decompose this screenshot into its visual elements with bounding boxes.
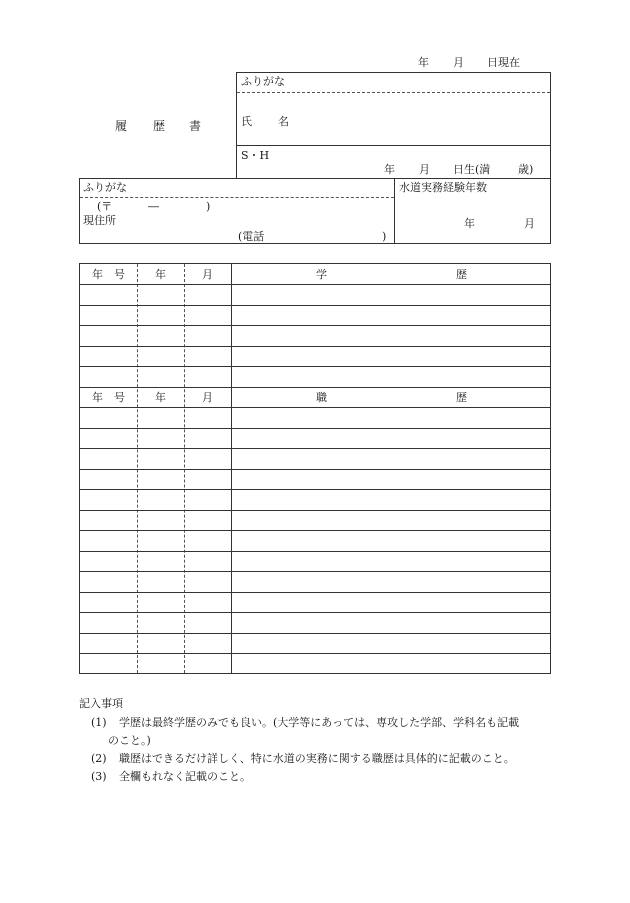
note-3-number: (3) <box>91 770 107 783</box>
table-row <box>80 325 550 326</box>
date-year-label: 年 <box>418 56 429 69</box>
name-field[interactable] <box>245 98 545 140</box>
address-furigana-divider <box>80 197 394 198</box>
birth-year-label: 年 <box>384 163 395 176</box>
table-row <box>80 387 550 388</box>
table-row <box>80 530 550 531</box>
notes-heading: 記入事項 <box>79 697 123 710</box>
table-row <box>80 653 550 654</box>
note-3-text: 全欄もれなく記載のこと。 <box>119 770 251 783</box>
note-2-number: (2) <box>91 752 107 765</box>
experience-label: 水道実務経験年数 <box>399 181 487 194</box>
name-furigana-label: ふりがな <box>241 75 285 88</box>
table-row <box>80 366 550 367</box>
table-row <box>80 633 550 634</box>
table-row <box>80 469 550 470</box>
career-header-title-2: 歴 <box>456 391 467 404</box>
name-birth-divider <box>237 145 550 146</box>
date-month-label: 月 <box>453 56 464 69</box>
title-char-3: 書 <box>189 119 202 133</box>
furigana-divider <box>237 92 550 93</box>
education-header-year: 年 <box>155 268 166 281</box>
date-day-current-label: 日現在 <box>487 56 520 69</box>
education-header-month: 月 <box>202 268 213 281</box>
name-label-2: 名 <box>278 115 289 128</box>
note-1-text: 学歴は最終学歴のみでも良い。(大学等にあっては、専攻した学部、学科名も記載 <box>119 716 520 729</box>
name-label-1: 氏 <box>241 115 252 128</box>
education-header-title-2: 歴 <box>456 268 467 281</box>
phone-close: ) <box>382 230 387 243</box>
title-char-2: 歴 <box>153 119 166 133</box>
table-row <box>80 612 550 613</box>
note-2-text: 職歴はできるだけ詳しく、特に水道の実務に関する職歴は具体的に記載のこと。 <box>119 752 515 765</box>
table-row <box>80 489 550 490</box>
address-label: 現住所 <box>83 214 116 227</box>
postal-dash: ― <box>148 200 159 213</box>
career-header-month: 月 <box>202 391 213 404</box>
table-row <box>80 346 550 347</box>
birth-day-label: 日生(満 <box>453 163 491 176</box>
postal-close: ) <box>206 200 211 213</box>
table-row <box>80 571 550 572</box>
table-row <box>80 305 550 306</box>
birth-age-label: 歳) <box>518 163 534 176</box>
postal-open: (〒 <box>97 200 113 213</box>
era-label: S・H <box>241 149 270 162</box>
table-row <box>80 510 550 511</box>
career-header-year: 年 <box>155 391 166 404</box>
career-header-era: 年 号 <box>92 391 125 404</box>
note-1-number: (1) <box>91 716 107 729</box>
experience-year-label: 年 <box>464 217 475 230</box>
table-row <box>80 551 550 552</box>
phone-open: (電話 <box>238 230 265 243</box>
table-row <box>80 284 550 285</box>
table-row <box>80 428 550 429</box>
table-row <box>80 407 550 408</box>
experience-month-label: 月 <box>524 217 535 230</box>
address-furigana-label: ふりがな <box>83 181 127 194</box>
education-header-era: 年 号 <box>92 268 125 281</box>
table-row <box>80 448 550 449</box>
career-header-title-1: 職 <box>316 391 327 404</box>
table-row <box>80 592 550 593</box>
title-char-1: 履 <box>115 119 128 133</box>
history-table <box>79 263 551 674</box>
education-header-title-1: 学 <box>316 268 327 281</box>
birth-month-label: 月 <box>419 163 430 176</box>
note-1-continuation: のこと。) <box>108 734 151 747</box>
